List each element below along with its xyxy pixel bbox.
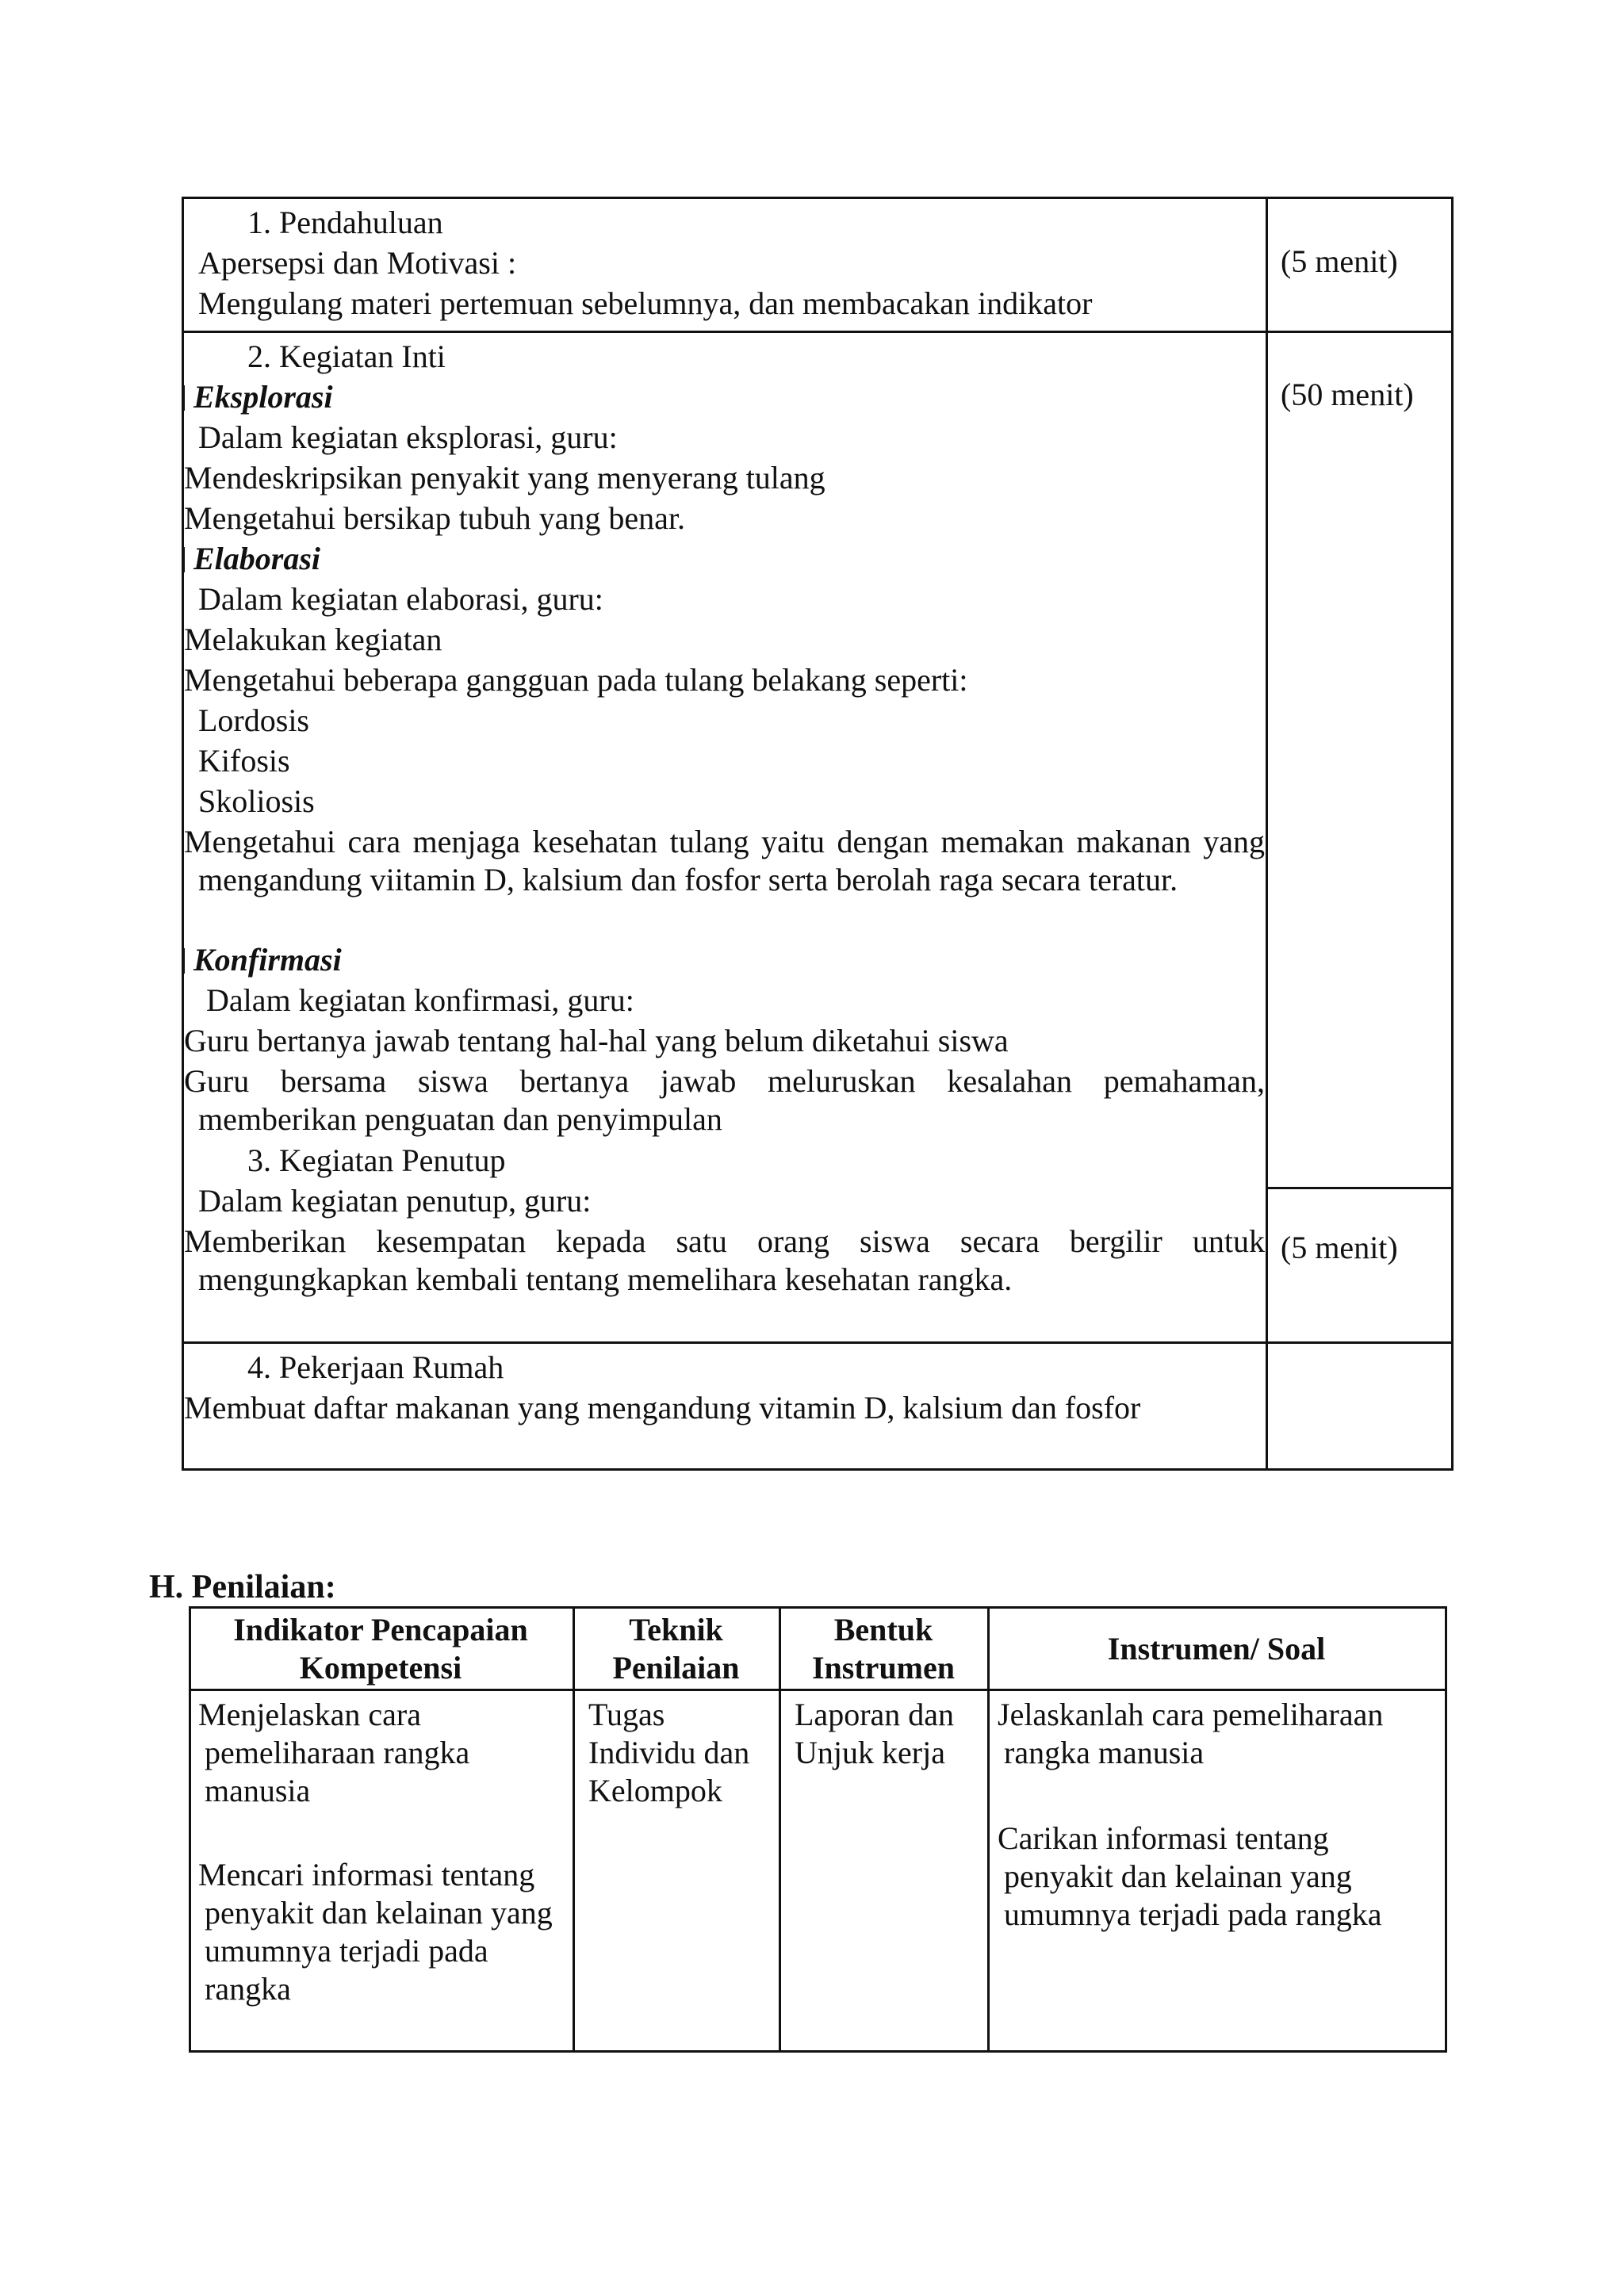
pendahuluan-apersepsi: Apersepsi dan Motivasi : [198, 245, 517, 281]
eksplorasi-item: Mengetahui bersikap tubuh yang benar. [184, 500, 686, 536]
bullet-mark [183, 547, 185, 572]
elaborasi-item: Melakukan kegiatan [184, 622, 442, 657]
bentuk-value: Laporan dan Unjuk kerja [795, 1697, 955, 1770]
pr-title: 4. Pekerjaan Rumah [247, 1349, 504, 1385]
bullet-mark [183, 948, 185, 974]
eksplorasi-intro: Dalam kegiatan eksplorasi, guru: [198, 419, 618, 455]
konfirmasi-intro: Dalam kegiatan konfirmasi, guru: [206, 982, 634, 1018]
konfirmasi-item: Guru bersama siswa bertanya jawab meluruskan kesalahan pemahaman, memberikan penguatan dan penyimpulan [184, 1063, 1265, 1137]
bullet-mark [183, 385, 185, 411]
table-border [182, 331, 1454, 333]
penutup-title: 3. Kegiatan Penutup [247, 1142, 506, 1178]
table-border [779, 1606, 781, 2053]
konfirmasi-heading: Konfirmasi [193, 942, 342, 978]
soal-item: Carikan informasi tentang penyakit dan kelainan yang umumnya terjadi pada rangka [998, 1820, 1382, 1932]
table-border [1451, 197, 1454, 1471]
table-border [1266, 1187, 1454, 1189]
header-teknik: Teknik Penilaian [612, 1612, 740, 1686]
table-border [182, 197, 1454, 199]
table-border [1266, 197, 1268, 1471]
indikator-item: Mencari informasi tentang penyakit dan kelainan yang umumnya terjadi pada rangka [198, 1857, 553, 2007]
teknik-value: Tugas Individu dan Kelompok [588, 1697, 750, 1808]
elaborasi-long-item: Mengetahui cara menjaga kesehatan tulang yaitu dengan memakan makanan yang mengandung viitamin D, kalsium dan fosfor serta berolah raga secara teratur. [184, 824, 1265, 897]
table-border [1445, 1606, 1447, 2053]
penutup-time: (5 menit) [1281, 1230, 1398, 1265]
pendahuluan-desc: Mengulang materi pertemuan sebelumnya, dan membacakan indikator [198, 285, 1093, 321]
konfirmasi-item: Guru bertanya jawab tentang hal-hal yang belum diketahui siswa [184, 1023, 1009, 1058]
eksplorasi-item: Mendeskripsikan penyakit yang menyerang tulang [184, 460, 825, 496]
header-instrumen: Instrumen/ Soal [1107, 1631, 1326, 1667]
penutup-item: Memberikan kesempatan kepada satu orang siswa secara bergilir untuk mengungkapkan kembali tentang memelihara kesehatan rangka. [184, 1223, 1265, 1297]
penutup-intro: Dalam kegiatan penutup, guru: [198, 1183, 592, 1219]
header-bentuk: Bentuk Instrumen [811, 1612, 956, 1686]
table-border [182, 1468, 1454, 1471]
pendahuluan-time: (5 menit) [1281, 243, 1398, 279]
penilaian-heading: H. Penilaian: [149, 1569, 336, 1605]
elaborasi-item: Mengetahui beberapa gangguan pada tulang belakang seperti: [184, 662, 968, 698]
inti-time: (50 menit) [1281, 377, 1414, 412]
pr-item: Membuat daftar makanan yang mengandung vitamin D, kalsium dan fosfor [184, 1390, 1141, 1425]
header-indikator: Indikator Pencapaian Kompetensi [233, 1612, 528, 1686]
soal-item: Jelaskanlah cara pemeliharaan rangka manusia [998, 1697, 1384, 1770]
elaborasi-subitem: Kifosis [198, 743, 290, 779]
elaborasi-intro: Dalam kegiatan elaborasi, guru: [198, 581, 603, 617]
elaborasi-subitem: Skoliosis [198, 783, 315, 819]
table-border [573, 1606, 575, 2053]
table-border [987, 1606, 990, 2053]
table-border [189, 1606, 1447, 1609]
indikator-item: Menjelaskan cara pemeliharaan rangka manusia [198, 1697, 470, 1808]
table-border [189, 2050, 1447, 2053]
eksplorasi-heading: Eksplorasi [193, 379, 333, 415]
elaborasi-subitem: Lordosis [198, 702, 309, 738]
table-border [189, 1689, 1447, 1691]
table-border [182, 1341, 1454, 1344]
table-border [189, 1606, 191, 2053]
inti-title: 2. Kegiatan Inti [247, 339, 446, 374]
elaborasi-heading: Elaborasi [193, 541, 321, 576]
pendahuluan-title: 1. Pendahuluan [247, 205, 443, 240]
